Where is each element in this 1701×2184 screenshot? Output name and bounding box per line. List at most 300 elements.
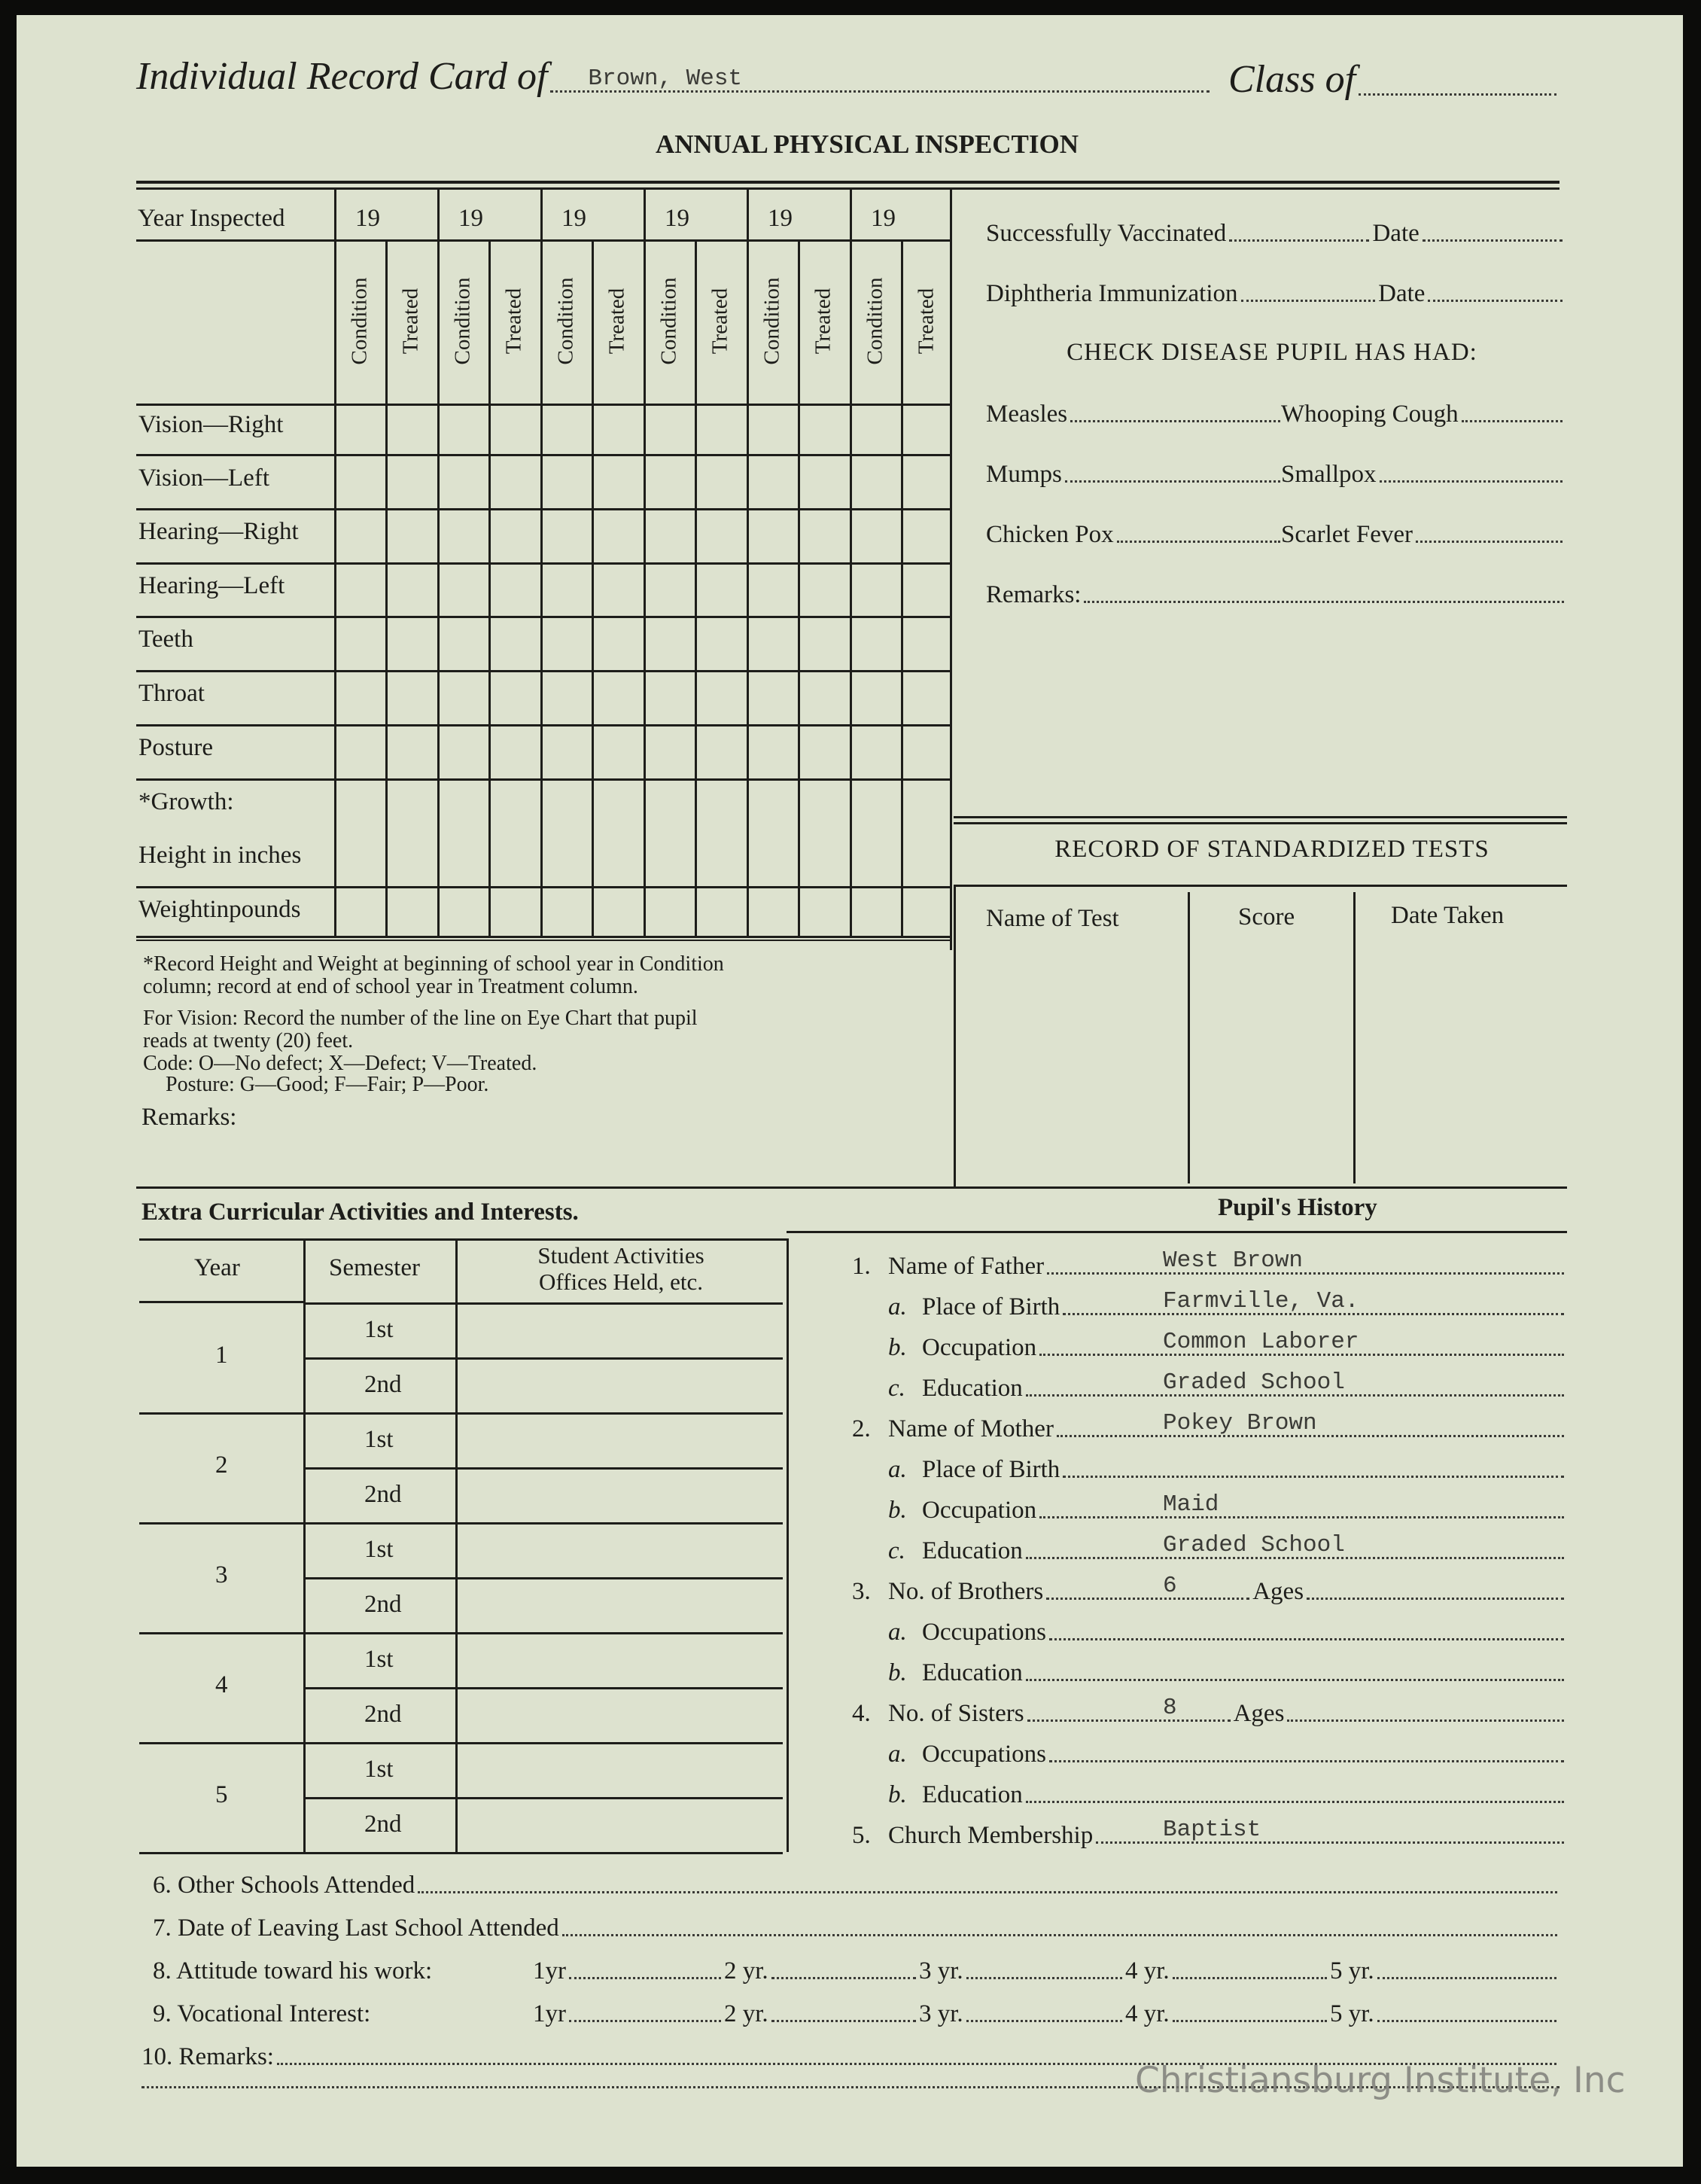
inspection-cell[interactable] — [697, 888, 747, 936]
typed-value: Farmville, Va. — [1163, 1288, 1359, 1314]
inspection-cell[interactable] — [646, 672, 695, 724]
activity-entry-cell[interactable] — [459, 1360, 779, 1410]
inspection-cell[interactable] — [852, 510, 901, 562]
typed-value: 8 — [1163, 1695, 1177, 1721]
column-header-treated: Treated — [811, 288, 835, 355]
history-item-number: a. — [888, 1741, 907, 1768]
inspection-cell[interactable] — [697, 672, 747, 724]
activity-entry-cell[interactable] — [459, 1690, 779, 1740]
inspection-cell[interactable] — [594, 781, 644, 886]
inspection-cell[interactable] — [388, 672, 437, 724]
rule — [303, 1412, 783, 1415]
inspection-cell[interactable] — [543, 565, 592, 616]
inspection-cell[interactable] — [749, 618, 798, 670]
label: 7. Date of Leaving Last School Attended — [153, 1914, 559, 1942]
history-field — [922, 1456, 1567, 1484]
dotted-line[interactable] — [1039, 1329, 1564, 1356]
history-label: Education — [922, 1375, 1023, 1402]
activity-entry-cell[interactable] — [459, 1415, 779, 1465]
ages-label: Ages — [1233, 1700, 1285, 1727]
dotted-line[interactable] — [1416, 540, 1563, 543]
dotted-line[interactable] — [1070, 419, 1280, 422]
typed-value: Graded School — [1163, 1532, 1345, 1558]
year-19-field: 19 — [458, 205, 483, 232]
typed-value: Brown, West — [588, 65, 743, 92]
label: Successfully Vaccinated — [986, 220, 1227, 247]
inspection-cell[interactable] — [697, 618, 747, 670]
activity-semester: 2nd — [364, 1481, 402, 1508]
inspection-cell[interactable] — [543, 406, 592, 454]
inspection-cell[interactable] — [440, 888, 488, 936]
dotted-line[interactable] — [1377, 2019, 1556, 2022]
inspection-cell[interactable] — [440, 456, 488, 508]
activity-semester: 2nd — [364, 1701, 402, 1728]
inspection-cell[interactable] — [646, 406, 695, 454]
footnote: Code: O—No defect; X—Defect; V—Treated. — [143, 1052, 537, 1075]
activity-semester: 1st — [364, 1646, 394, 1673]
inspection-cell[interactable] — [491, 672, 540, 724]
activity-year-number: 1 — [215, 1342, 228, 1369]
inspection-cell[interactable] — [543, 888, 592, 936]
inspection-cell[interactable] — [543, 781, 592, 886]
column-header-treated: Treated — [604, 288, 629, 355]
disease-line — [986, 401, 1283, 428]
typed-value: Baptist — [1163, 1817, 1261, 1843]
inspection-cell[interactable] — [800, 456, 850, 508]
inspection-cell[interactable] — [543, 510, 592, 562]
inspection-cell[interactable] — [903, 456, 950, 508]
tests-col-score: Score — [1238, 903, 1295, 931]
label: 4 yr. — [1125, 1957, 1170, 1984]
column-line — [950, 188, 952, 950]
history-field — [888, 1817, 1567, 1850]
activity-year-number: 3 — [215, 1561, 228, 1589]
row-label: Vision—Right — [138, 411, 284, 438]
inspection-cell[interactable] — [336, 406, 385, 454]
inspection-cell[interactable] — [852, 781, 901, 886]
inspection-cell[interactable] — [749, 565, 798, 616]
inspection-cell[interactable] — [594, 565, 644, 616]
dotted-line[interactable] — [418, 1890, 1557, 1893]
inspection-cell[interactable] — [800, 510, 850, 562]
history-item-number: 5. — [852, 1822, 871, 1849]
inspection-cell[interactable] — [491, 888, 540, 936]
inspection-cell[interactable] — [440, 565, 488, 616]
row-label: Vision—Left — [138, 465, 269, 492]
inspection-cell[interactable] — [491, 781, 540, 886]
record-card — [17, 15, 1683, 2167]
activity-semester: 2nd — [364, 1371, 402, 1398]
inspection-cell[interactable] — [336, 672, 385, 724]
history-item-number: b. — [888, 1781, 907, 1808]
inspection-cell[interactable] — [543, 672, 592, 724]
row-label: Posture — [138, 734, 213, 761]
column-header-condition: Condition — [553, 277, 578, 365]
dotted-line[interactable] — [1096, 1817, 1564, 1844]
activity-semester: 1st — [364, 1536, 394, 1563]
activity-entry-cell[interactable] — [459, 1745, 779, 1795]
dotted-line[interactable] — [1026, 1800, 1564, 1803]
dotted-line[interactable] — [1377, 1976, 1556, 1979]
date-leaving-line — [153, 1914, 1560, 1942]
typed-value: 6 — [1163, 1573, 1177, 1599]
activity-entry-cell[interactable] — [459, 1580, 779, 1630]
inspection-cell[interactable] — [697, 510, 747, 562]
inspection-cell[interactable] — [800, 888, 850, 936]
diphtheria-line — [986, 280, 1566, 308]
inspection-cell[interactable] — [594, 618, 644, 670]
column-header-treated: Treated — [707, 288, 732, 355]
inspection-cell[interactable] — [440, 672, 488, 724]
page-heading: ANNUAL PHYSICAL INSPECTION — [655, 129, 1079, 159]
activity-entry-cell[interactable] — [459, 1635, 779, 1685]
inspection-cell[interactable] — [697, 456, 747, 508]
history-label: Place of Birth — [922, 1293, 1060, 1320]
inspection-cell[interactable] — [800, 618, 850, 670]
inspection-cell[interactable] — [852, 565, 901, 616]
rule — [954, 822, 1567, 824]
dotted-line[interactable] — [1307, 1597, 1564, 1600]
dotted-line[interactable] — [1027, 1695, 1231, 1722]
inspection-cell[interactable] — [852, 888, 901, 936]
rule — [303, 1632, 783, 1634]
inspection-cell[interactable] — [903, 888, 950, 936]
physical-remarks-label: Remarks: — [141, 1104, 237, 1131]
tests-heading: RECORD OF STANDARDIZED TESTS — [1054, 836, 1490, 863]
inspection-cell[interactable] — [903, 726, 950, 778]
typed-value: Common Laborer — [1163, 1329, 1359, 1355]
inspection-cell[interactable] — [646, 888, 695, 936]
inspection-cell[interactable] — [388, 618, 437, 670]
inspection-cell[interactable] — [440, 726, 488, 778]
vocational-year-1 — [533, 2000, 724, 2028]
history-field — [922, 1491, 1567, 1525]
inspection-cell[interactable] — [543, 618, 592, 670]
history-item-number: 2. — [852, 1415, 871, 1442]
column-header-condition: Condition — [347, 277, 372, 365]
rule — [303, 1302, 783, 1305]
history-field — [922, 1659, 1567, 1687]
dotted-line[interactable] — [569, 1976, 721, 1979]
row-label: *Growth: — [138, 788, 234, 815]
dotted-line[interactable] — [1046, 1573, 1249, 1600]
dotted-line[interactable] — [1026, 1532, 1564, 1559]
activities-col-semester: Semester — [329, 1254, 420, 1281]
inspection-cell[interactable] — [543, 726, 592, 778]
inspection-cell[interactable] — [491, 726, 540, 778]
rule — [136, 936, 950, 938]
inspection-cell[interactable] — [800, 406, 850, 454]
rule — [139, 1522, 303, 1525]
activity-entry-cell[interactable] — [459, 1470, 779, 1520]
dotted-line[interactable] — [1229, 239, 1369, 242]
rule — [954, 885, 1567, 887]
history-label: Occupations — [922, 1741, 1046, 1768]
dotted-line[interactable] — [1084, 600, 1564, 603]
label: Scarlet Fever — [1281, 521, 1413, 548]
history-field — [922, 1288, 1567, 1321]
card-title: Individual Record Card of — [136, 55, 548, 98]
label: Diphtheria Immunization — [986, 280, 1238, 307]
column-header-treated: Treated — [914, 288, 939, 355]
rule — [954, 816, 1567, 818]
footnote: reads at twenty (20) feet. — [143, 1029, 354, 1052]
dotted-line[interactable] — [1047, 1247, 1564, 1275]
inspection-cell[interactable] — [336, 510, 385, 562]
label: Date — [1378, 280, 1426, 307]
inspection-cell[interactable] — [491, 406, 540, 454]
inspection-cell[interactable] — [440, 406, 488, 454]
dotted-line[interactable] — [1057, 1410, 1564, 1437]
history-label: Education — [922, 1659, 1023, 1686]
rule — [303, 1687, 783, 1689]
rule — [303, 1852, 783, 1854]
inspection-cell[interactable] — [800, 781, 850, 886]
activity-entry-cell[interactable] — [459, 1800, 779, 1850]
history-item-number: 1. — [852, 1253, 871, 1280]
rule — [136, 181, 1560, 184]
inspection-cell[interactable] — [852, 618, 901, 670]
inspection-cell[interactable] — [491, 565, 540, 616]
inspection-cell[interactable] — [543, 456, 592, 508]
inspection-cell[interactable] — [594, 456, 644, 508]
dotted-line[interactable] — [966, 2019, 1122, 2022]
column-line — [455, 1238, 458, 1852]
column-line — [787, 1238, 789, 1852]
inspection-cell[interactable] — [903, 672, 950, 724]
inspection-cell[interactable] — [749, 406, 798, 454]
inspection-cell[interactable] — [440, 618, 488, 670]
inspection-cell[interactable] — [800, 726, 850, 778]
row-label: Throat — [138, 680, 205, 707]
activity-semester: 1st — [364, 1316, 394, 1343]
vocational-year-5 — [1330, 2000, 1560, 2028]
activity-semester: 2nd — [364, 1591, 402, 1618]
attitude-year-1 — [533, 1957, 724, 1985]
inspection-cell[interactable] — [852, 456, 901, 508]
dotted-line[interactable] — [1065, 480, 1280, 483]
inspection-cell[interactable] — [749, 888, 798, 936]
history-label: Name of Mother — [888, 1415, 1054, 1442]
column-header-condition: Condition — [656, 277, 681, 365]
dotted-line[interactable] — [1428, 299, 1563, 302]
inspection-cell[interactable] — [336, 726, 385, 778]
inspection-cell[interactable] — [852, 726, 901, 778]
inspection-cell[interactable] — [852, 406, 901, 454]
dotted-line[interactable] — [569, 2019, 721, 2022]
dotted-line[interactable] — [562, 1933, 1557, 1936]
inspection-cell[interactable] — [594, 510, 644, 562]
inspection-cell[interactable] — [336, 781, 385, 886]
inspection-cell[interactable] — [646, 565, 695, 616]
inspection-cell[interactable] — [388, 781, 437, 886]
label: 2 yr. — [724, 1957, 768, 1984]
inspection-cell[interactable] — [388, 456, 437, 508]
vaccinated-line — [986, 220, 1566, 248]
inspection-cell[interactable] — [749, 781, 798, 886]
row-label: Weightinpounds — [138, 896, 301, 923]
inspection-cell[interactable] — [594, 888, 644, 936]
vocational-year-3 — [919, 2000, 1125, 2028]
inspection-cell[interactable] — [336, 565, 385, 616]
label: 10. Remarks: — [141, 2043, 274, 2070]
year-19-field: 19 — [871, 205, 896, 232]
history-label: No. of Brothers — [888, 1578, 1044, 1605]
inspection-cell[interactable] — [646, 726, 695, 778]
activity-year-number: 4 — [215, 1671, 228, 1698]
rule — [139, 1742, 303, 1744]
inspection-cell[interactable] — [800, 672, 850, 724]
label: Whooping Cough — [1281, 401, 1459, 428]
dotted-line[interactable] — [1117, 540, 1280, 543]
inspection-cell[interactable] — [697, 406, 747, 454]
attitude-year-4 — [1125, 1957, 1330, 1985]
inspection-cell[interactable] — [800, 565, 850, 616]
inspection-cell[interactable] — [852, 672, 901, 724]
history-label: Occupations — [922, 1619, 1046, 1646]
history-field — [922, 1619, 1567, 1646]
year-19-field: 19 — [768, 205, 793, 232]
check-disease-heading: CHECK DISEASE PUPIL HAS HAD: — [1067, 339, 1477, 366]
dotted-line[interactable] — [771, 2019, 916, 2022]
inspection-cell[interactable] — [336, 888, 385, 936]
inspection-cell[interactable] — [749, 510, 798, 562]
rule — [139, 1301, 303, 1303]
dotted-line[interactable] — [550, 65, 1210, 93]
inspection-cell[interactable] — [594, 726, 644, 778]
dotted-line[interactable] — [1039, 1491, 1564, 1518]
dotted-line[interactable] — [1063, 1475, 1564, 1478]
inspection-cell[interactable] — [646, 510, 695, 562]
inspection-cell[interactable] — [646, 781, 695, 886]
column-line — [954, 885, 956, 1188]
dotted-line[interactable] — [1241, 299, 1376, 302]
activities-heading: Extra Curricular Activities and Interests. — [141, 1199, 579, 1226]
student-name-line — [136, 54, 1213, 99]
inspection-cell[interactable] — [646, 456, 695, 508]
dotted-line[interactable] — [1287, 1719, 1564, 1722]
dotted-line[interactable] — [1049, 1637, 1564, 1640]
inspection-cell[interactable] — [336, 618, 385, 670]
typed-value: Maid — [1163, 1491, 1219, 1518]
tests-col-name: Name of Test — [986, 905, 1119, 932]
rule — [136, 239, 950, 242]
inspection-cell[interactable] — [903, 618, 950, 670]
history-field — [888, 1695, 1567, 1728]
inspection-cell[interactable] — [697, 726, 747, 778]
dotted-line[interactable] — [1380, 480, 1563, 483]
label: 3 yr. — [919, 1957, 963, 1984]
inspection-cell[interactable] — [388, 510, 437, 562]
rule — [303, 1357, 783, 1360]
label: 4 yr. — [1125, 2000, 1170, 2027]
footnote: column; record at end of school year in Treatment column. — [143, 975, 638, 998]
inspection-cell[interactable] — [336, 456, 385, 508]
typed-value: West Brown — [1163, 1247, 1304, 1274]
dotted-line[interactable] — [1359, 93, 1556, 96]
rule — [139, 1238, 787, 1241]
rule — [136, 187, 1560, 190]
dotted-line[interactable] — [1423, 239, 1563, 242]
rule — [139, 1632, 303, 1634]
inspection-cell[interactable] — [903, 781, 950, 886]
inspection-cell[interactable] — [440, 781, 488, 886]
history-field — [922, 1781, 1567, 1809]
inspection-cell[interactable] — [491, 618, 540, 670]
year-19-field: 19 — [561, 205, 586, 232]
inspection-cell[interactable] — [903, 565, 950, 616]
inspection-cell[interactable] — [903, 406, 950, 454]
dotted-line[interactable] — [1173, 1976, 1327, 1979]
history-item-number: 4. — [852, 1700, 871, 1727]
activities-col-year: Year — [194, 1254, 240, 1281]
history-field — [888, 1247, 1567, 1281]
inspection-cell[interactable] — [749, 672, 798, 724]
other-schools-line — [153, 1872, 1560, 1899]
disease-line — [1281, 521, 1566, 549]
inspection-cell[interactable] — [440, 510, 488, 562]
activity-year-number: 5 — [215, 1781, 228, 1808]
label: 2 yr. — [724, 2000, 768, 2027]
history-label: Church Membership — [888, 1822, 1094, 1849]
dotted-line[interactable] — [1462, 419, 1563, 422]
inspection-cell[interactable] — [697, 565, 747, 616]
dotted-line[interactable] — [966, 1976, 1122, 1979]
inspection-cell[interactable] — [388, 406, 437, 454]
column-header-condition: Condition — [450, 277, 475, 365]
label: Mumps — [986, 461, 1062, 488]
inspection-cell[interactable] — [594, 672, 644, 724]
dotted-line[interactable] — [1063, 1288, 1564, 1315]
rule — [303, 1742, 783, 1744]
label: 5 yr. — [1330, 1957, 1374, 1984]
history-item-number: c. — [888, 1537, 905, 1564]
dotted-line[interactable] — [771, 1976, 916, 1979]
footnote: For Vision: Record the number of the line on Eye Chart that pupil — [143, 1007, 698, 1030]
dotted-line[interactable] — [1026, 1678, 1564, 1681]
activity-entry-cell[interactable] — [459, 1305, 779, 1355]
column-line — [1188, 892, 1190, 1183]
inspection-cell[interactable] — [646, 618, 695, 670]
inspection-cell[interactable] — [388, 726, 437, 778]
activity-semester: 1st — [364, 1426, 394, 1453]
watermark: Christiansburg Institute, Inc — [1135, 2060, 1626, 2101]
inspection-cell[interactable] — [491, 510, 540, 562]
inspection-cell[interactable] — [594, 406, 644, 454]
activity-entry-cell[interactable] — [459, 1525, 779, 1575]
inspection-cell[interactable] — [749, 456, 798, 508]
inspection-cell[interactable] — [388, 888, 437, 936]
inspection-cell[interactable] — [749, 726, 798, 778]
inspection-cell[interactable] — [903, 510, 950, 562]
label: Smallpox — [1281, 461, 1377, 488]
label: 5 yr. — [1330, 2000, 1374, 2027]
activity-year-number: 2 — [215, 1451, 228, 1479]
year-19-field: 19 — [355, 205, 380, 232]
dotted-line[interactable] — [1049, 1759, 1564, 1762]
inspection-cell[interactable] — [388, 565, 437, 616]
health-remarks-line — [986, 581, 1567, 609]
dotted-line[interactable] — [1173, 2019, 1327, 2022]
history-label: Education — [922, 1537, 1023, 1564]
inspection-cell[interactable] — [697, 781, 747, 886]
label: Remarks: — [986, 581, 1082, 608]
dotted-line[interactable] — [1026, 1369, 1564, 1397]
rule — [136, 1186, 1567, 1189]
label: 3 yr. — [919, 2000, 963, 2027]
inspection-cell[interactable] — [491, 456, 540, 508]
history-item-number: a. — [888, 1456, 907, 1483]
